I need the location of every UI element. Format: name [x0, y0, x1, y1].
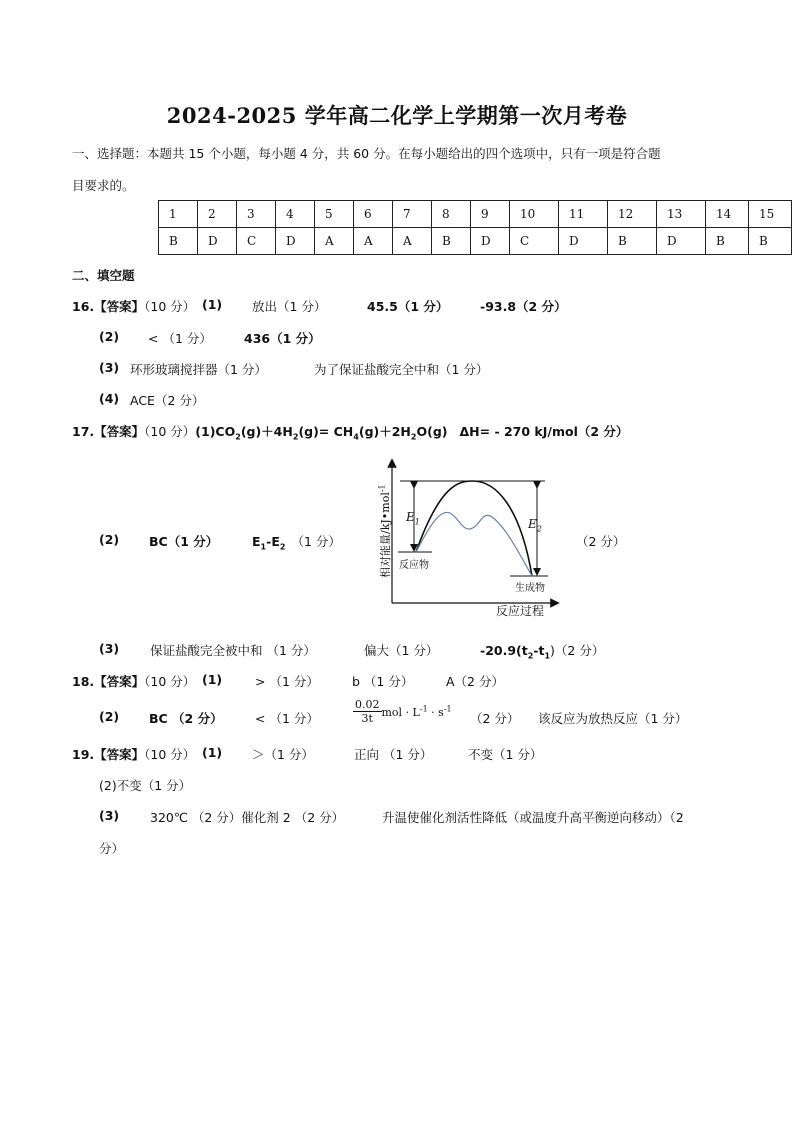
- q16-part1-answer-c: -93.8（2 分）: [480, 299, 567, 314]
- answer-table-number-cell: 12: [608, 201, 657, 228]
- q17-part3-number: (3): [99, 641, 120, 656]
- answer-table-answer-cell: A: [315, 228, 354, 255]
- answer-table-number-cell: 7: [393, 201, 432, 228]
- q18-part1-number: (1): [202, 672, 223, 687]
- q19-part3-answer-c: 分）: [99, 841, 125, 856]
- answer-table-answer-cell: B: [608, 228, 657, 255]
- q17-part2-answer-a: BC（1 分）: [149, 534, 219, 549]
- q19-part3-answer-b: 升温使催化剂活性降低（或温度升高平衡逆向移动）（2: [382, 810, 684, 825]
- q18-score: （10 分）: [144, 674, 196, 689]
- q17-part3-answer-a: 保证盐酸完全被中和 （1 分）: [150, 643, 316, 658]
- q17-part1-number: (1): [195, 424, 216, 439]
- q18-part1-answer-a: > （1 分）: [255, 674, 319, 689]
- answer-table-answer-cell: B: [749, 228, 792, 255]
- answer-table-number-cell: 1: [159, 201, 198, 228]
- answer-table-answer-cell: C: [237, 228, 276, 255]
- answer-table-answer-cell: D: [559, 228, 608, 255]
- answer-table-answer-cell: B: [432, 228, 471, 255]
- q19-part2: (2)不变（1 分）: [99, 778, 192, 793]
- q18-label: 18.【答案】: [72, 674, 145, 689]
- answer-table-number-cell: 3: [237, 201, 276, 228]
- q16-part4-number: (4): [99, 391, 120, 406]
- diagram-reactant-label: 反应物: [399, 560, 429, 571]
- uncatalyzed-curve: [416, 481, 532, 576]
- q17-part2-number: (2): [99, 532, 120, 547]
- answer-table-number-row: [159, 201, 792, 228]
- q18-part1-answer-c: A（2 分）: [446, 674, 504, 689]
- q17-label: 17.【答案】: [72, 424, 145, 439]
- q18-line1: [72, 672, 195, 690]
- answer-table-answer-cell: D: [276, 228, 315, 255]
- answer-table-answer-cell: B: [706, 228, 749, 255]
- q19-part1-answer-b: 正向 （1 分）: [354, 747, 433, 762]
- answer-table-answer-cell: D: [657, 228, 706, 255]
- answer-table-number-cell: 2: [198, 201, 237, 228]
- q17-part3-answer-c: $-20.9(t_2-t_1)(2$ 分）: [480, 643, 605, 661]
- q17-part2-answer-b: $E_1-E_2$ （1 分）: [252, 534, 341, 552]
- q16-part3-answer-b: 为了保证盐酸完全中和（1 分）: [314, 362, 489, 377]
- q17-enthalpy: ΔH= - 270 kJ/mol（2 分）: [459, 424, 629, 439]
- diagram-e2-label: $E_2$: [528, 517, 542, 534]
- answer-table-answer-cell: B: [159, 228, 198, 255]
- q19-part3-answer-a: 320℃ （2 分）催化剂 2 （2 分）: [150, 810, 345, 825]
- diagram-x-label: 反应过程: [496, 604, 545, 618]
- answer-table-answer-cell: A: [393, 228, 432, 255]
- q16-part4-answer-a: ACE（2 分）: [130, 393, 205, 408]
- q16-part2-number: (2): [99, 329, 120, 344]
- q16-label: 16.【答案】: [72, 299, 145, 314]
- q16-part3-number: (3): [99, 360, 120, 375]
- answer-table-number-cell: 10: [510, 201, 559, 228]
- answer-table-number-cell: 5: [315, 201, 354, 228]
- answer-table-number-cell: 9: [471, 201, 510, 228]
- q19-part1-answer-a: ＞（1 分）: [252, 747, 314, 762]
- catalyzed-curve: [416, 512, 532, 576]
- q16-line1: [72, 297, 195, 315]
- answer-table-number-cell: 13: [657, 201, 706, 228]
- q18-part2-number: (2): [99, 709, 120, 724]
- answer-table-answer-row: [159, 228, 792, 255]
- answer-table-answer-cell: C: [510, 228, 559, 255]
- energy-diagram: [370, 455, 560, 620]
- answer-table-answer-cell: A: [354, 228, 393, 255]
- q19-label: 19.【答案】: [72, 747, 145, 762]
- q17-part2-answer-c: （2 分）: [576, 534, 626, 549]
- q18-rate-expression: $\frac{0.02}{3t}$ mol · $L^{-1} \cdot s^{-1}$: [355, 698, 452, 725]
- diagram-e1-label: $E_1$: [406, 510, 420, 527]
- q19-part3-number: (3): [99, 808, 120, 823]
- answer-table: [158, 200, 792, 255]
- q17-line1: [72, 422, 628, 442]
- answer-table-number-cell: 15: [749, 201, 792, 228]
- q16-part1-answer-b: 45.5（1 分）: [367, 299, 449, 314]
- q16-part1-number: (1): [202, 297, 223, 312]
- q18-part1-answer-b: b （1 分）: [352, 674, 414, 689]
- q19-part1-answer-c: 不变（1 分）: [468, 747, 543, 762]
- section1-heading-line2: 目要求的。: [72, 178, 135, 193]
- answer-table-answer-cell: D: [471, 228, 510, 255]
- q18-part2-answer-c: （2 分）: [470, 711, 520, 726]
- q18-part2-answer-a: BC （2 分）: [149, 711, 223, 726]
- q18-part2-answer-b: < （1 分）: [255, 711, 319, 726]
- q17-part3-answer-b: 偏大（1 分）: [364, 643, 439, 658]
- answer-table-number-cell: 4: [276, 201, 315, 228]
- answer-table-number-cell: 8: [432, 201, 471, 228]
- q19-score: （10 分）: [144, 747, 196, 762]
- answer-table-number-cell: 6: [354, 201, 393, 228]
- q17-score: （10 分）: [144, 424, 196, 439]
- diagram-product-label: 生成物: [515, 583, 545, 594]
- q16-part2-answer-a: < （1 分）: [148, 331, 212, 346]
- diagram-y-label: 相对能量/kJ•mol$^{-1}$: [377, 484, 392, 578]
- answer-table-answer-cell: D: [198, 228, 237, 255]
- q19-line1: [72, 745, 195, 763]
- q18-part2-answer-d: 该反应为放热反应（1 分）: [538, 711, 688, 726]
- answer-table-number-cell: 14: [706, 201, 749, 228]
- section2-heading: 二、填空题: [72, 268, 135, 283]
- q16-score: （10 分）: [144, 299, 196, 314]
- rate-fraction: $\frac{0.02}{3t}$: [355, 698, 380, 725]
- section1-heading-line1: 一、选择题：本题共 15 个小题，每小题 4 分，共 60 分。在每小题给出的四个选项中，只有一项是符合题: [72, 146, 661, 161]
- q16-part3-answer-a: 环形玻璃搅拌器（1 分）: [130, 362, 267, 377]
- q19-part1-number: (1): [202, 745, 223, 760]
- q16-part1-answer-a: 放出（1 分）: [252, 299, 327, 314]
- q17-equation: $CO_2(g)+4H_2(g)= CH_4(g)+2H_2O(g)$: [215, 424, 448, 442]
- answer-table-number-cell: 11: [559, 201, 608, 228]
- page-title: 2024-2025 学年高二化学上学期第一次月考卷: [166, 103, 628, 128]
- q16-part2-answer-b: 436（1 分）: [244, 331, 321, 346]
